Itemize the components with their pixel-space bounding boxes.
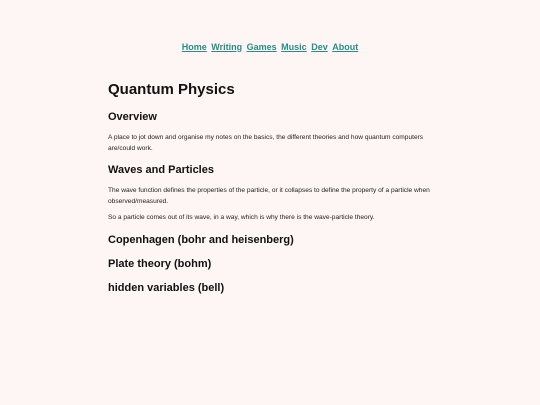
nav-link-about[interactable]: About — [332, 42, 359, 52]
nav-link-home[interactable]: Home — [181, 42, 207, 52]
nav-link-dev[interactable]: Dev — [311, 42, 328, 52]
waves-paragraph-1: The wave function defines the properties of the particle, or it collapses to define the property of a particle when observed/measured. — [108, 187, 430, 205]
section-heading-plate-theory: Plate theory (bohm) — [108, 257, 212, 270]
page-title: Quantum Physics — [108, 81, 235, 98]
overview-paragraph: A place to jot down and organise my notes on the basics, the different theories and how quantum computers are/could work. — [108, 134, 424, 152]
top-navigation — [0, 41, 540, 53]
waves-paragraph-2: So a particle comes out of its wave, in a way, which is why there is the wave-particle theory. — [108, 214, 375, 221]
nav-link-music[interactable]: Music — [281, 42, 307, 52]
nav-link-games[interactable]: Games — [246, 42, 277, 52]
section-heading-overview: Overview — [108, 111, 157, 123]
section-heading-copenhagen: Copenhagen (bohr and heisenberg) — [108, 233, 294, 246]
nav-link-writing[interactable]: Writing — [211, 42, 243, 52]
main-content — [108, 80, 438, 295]
section-heading-waves-and-particles: Waves and Particles — [108, 164, 214, 176]
section-heading-hidden-variables: hidden variables (bell) — [108, 281, 225, 294]
